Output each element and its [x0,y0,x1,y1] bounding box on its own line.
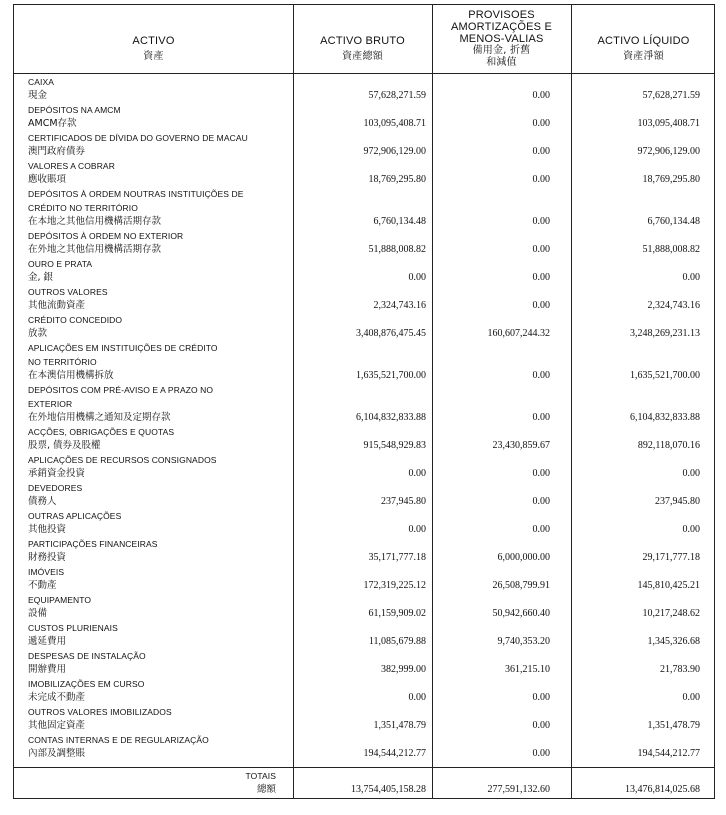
value-activo-bruto: 915,548,929.83 [363,440,426,451]
row-label-pt-cont: NO TERRITÓRIO [28,357,97,367]
row-label-pt: OUTRAS APLICAÇÕES [28,511,122,521]
row-label-pt: EQUIPAMENTO [28,595,92,605]
row-label-zh: 在外地之其他信用機構活期存款 [28,244,162,255]
value-provisoes: 0.00 [532,468,550,479]
value-activo-liquido: 103,095,408.71 [637,118,700,129]
row-label [28,621,274,649]
row-label [28,425,274,453]
row-label-zh: 在本澳信用機構拆放 [28,370,114,381]
header-activo [14,35,293,63]
row-label-pt: CERTIFICADOS DE DÍVIDA DO GOVERNO DE MACAU [28,133,248,143]
value-provisoes: 0.00 [532,244,550,255]
value-activo-bruto: 1,351,478.79 [373,720,426,731]
row-label [28,131,274,159]
row-label [28,677,274,705]
row-label-zh: 債務人 [28,496,57,507]
value-provisoes: 0.00 [532,90,550,101]
row-label-zh: 金, 銀 [28,272,54,283]
row-label-pt: OUTROS VALORES [28,287,108,297]
value-provisoes: 23,430,859.67 [492,440,550,451]
row-label-pt: CUSTOS PLURIENAIS [28,623,118,633]
totals-label-pt: TOTAIS [245,771,276,781]
value-activo-bruto: 61,159,909.02 [368,608,426,619]
value-activo-liquido: 194,544,212.77 [637,748,700,759]
value-provisoes: 26,508,799.91 [492,580,550,591]
value-activo-liquido: 6,760,134.48 [647,216,700,227]
row-label-pt: DEVEDORES [28,483,83,493]
row-label-zh: 遞延費用 [28,636,67,647]
value-provisoes: 0.00 [532,118,550,129]
header-prov-zh-2: 和減值 [486,57,517,68]
value-activo-bruto: 6,760,134.48 [373,216,426,227]
row-label [28,733,274,761]
row-label [28,187,274,229]
value-provisoes: 6,000,000.00 [497,552,550,563]
value-activo-bruto: 11,085,679.88 [368,636,426,647]
row-label-zh: 未完成不動產 [28,692,86,703]
row-label-pt: APLICAÇÕES DE RECURSOS CONSIGNADOS [28,455,217,465]
row-label [28,481,274,509]
value-activo-bruto: 0.00 [408,272,426,283]
value-activo-liquido: 3,248,269,231.13 [630,328,700,339]
row-label-pt: DEPÓSITOS NA AMCM [28,105,121,115]
header-divider [14,73,714,74]
value-activo-bruto: 103,095,408.71 [363,118,426,129]
row-label-zh: 現金 [28,90,48,101]
row-label-pt: CAIXA [28,77,55,87]
row-label [28,75,274,103]
value-activo-bruto: 2,324,743.16 [373,300,426,311]
value-activo-liquido: 2,324,743.16 [647,300,700,311]
value-activo-liquido: 18,769,295.80 [642,174,700,185]
header-prov-pt-1: PROVISOES [468,9,535,21]
row-label-pt: DEPÓSITOS À ORDEM NOUTRAS INSTITUIÇÕES DE [28,189,244,199]
balance-sheet-table [13,4,715,799]
value-activo-liquido: 972,906,129.00 [637,146,700,157]
value-activo-liquido: 0.00 [682,272,700,283]
value-activo-liquido: 0.00 [682,692,700,703]
totals-divider [14,767,714,768]
value-activo-liquido: 1,345,326.68 [647,636,700,647]
value-activo-bruto: 3,408,876,475.45 [356,328,426,339]
header-activo-liquido [571,35,716,63]
totals-label-zh: 總額 [256,784,276,795]
value-provisoes: 0.00 [532,692,550,703]
row-label-zh: 放款 [28,328,48,339]
value-activo-liquido: 0.00 [682,524,700,535]
header-prov-pt-2: AMORTIZAÇÕES E [451,21,552,33]
row-label [28,705,274,733]
row-label [28,537,274,565]
row-label-zh: 設備 [28,608,48,619]
row-label-zh: 開辦費用 [28,664,67,675]
value-provisoes: 0.00 [532,748,550,759]
value-activo-bruto: 18,769,295.80 [368,174,426,185]
value-activo-bruto: 172,319,225.12 [363,580,426,591]
value-activo-liquido: 0.00 [682,468,700,479]
row-label [28,593,274,621]
row-label-zh: 股票, 債券及股權 [28,440,101,451]
value-activo-bruto: 51,888,008.82 [368,244,426,255]
row-label [28,159,274,187]
row-label-zh: 應收賬項 [28,174,67,185]
value-activo-bruto: 0.00 [408,692,426,703]
header-activo-pt: ACTIVO [132,35,175,47]
value-activo-bruto: 1,635,521,700.00 [356,370,426,381]
value-activo-liquido: 6,104,832,833.88 [630,412,700,423]
row-label-zh: 其他固定資產 [28,720,86,731]
value-activo-bruto: 0.00 [408,468,426,479]
row-label [28,229,274,257]
value-provisoes: 50,942,660.40 [492,608,550,619]
row-label-pt: CRÉDITO CONCEDIDO [28,315,123,325]
total-provisoes: 277,591,132.60 [487,784,550,795]
header-bruto-pt: ACTIVO BRUTO [320,35,405,47]
value-provisoes: 0.00 [532,524,550,535]
header-prov-pt-3: MENOS-VALIAS [459,33,544,45]
value-provisoes: 0.00 [532,174,550,185]
value-provisoes: 0.00 [532,272,550,283]
value-provisoes: 0.00 [532,720,550,731]
header-bruto-zh: 資產總額 [342,51,383,62]
row-label-zh: 財務投資 [28,552,67,563]
row-label [28,257,274,285]
row-label-zh: 在外地信用機構之通知及定期存款 [28,412,171,423]
row-label-pt: APLICAÇÕES EM INSTITUIÇÕES DE CRÉDITO [28,343,218,353]
value-provisoes: 0.00 [532,412,550,423]
row-label-pt: DEPÓSITOS À ORDEM NO EXTERIOR [28,231,184,241]
row-label-pt: DESPESAS DE INSTALAÇÃO [28,651,146,661]
value-activo-liquido: 29,171,777.18 [642,552,700,563]
total-activo-liquido: 13,476,814,025.68 [625,784,700,795]
row-label-zh: 內部及調整賬 [28,748,86,759]
value-activo-bruto: 35,171,777.18 [368,552,426,563]
value-provisoes: 0.00 [532,370,550,381]
row-label-pt: CONTAS INTERNAS E DE REGULARIZAÇÃO [28,735,209,745]
row-label-pt: OURO E PRATA [28,259,93,269]
header-activo-bruto [293,35,432,63]
row-label [28,453,274,481]
value-activo-bruto: 194,544,212.77 [363,748,426,759]
value-activo-bruto: 0.00 [408,524,426,535]
row-label [28,285,274,313]
row-label-pt: DEPÓSITOS COM PRÉ-AVISO E A PRAZO NO [28,385,214,395]
header-provisoes [432,9,571,69]
row-label [28,383,274,425]
value-provisoes: 9,740,353.20 [497,636,550,647]
value-activo-liquido: 1,351,478.79 [647,720,700,731]
row-label-pt: IMÓVEIS [28,567,65,577]
value-provisoes: 361,215.10 [505,664,550,675]
value-activo-bruto: 57,628,271.59 [368,90,426,101]
value-provisoes: 0.00 [532,146,550,157]
row-label-zh: 澳門政府債券 [28,146,86,157]
row-label-pt: ACÇÕES, OBRIGAÇÕES E QUOTAS [28,427,175,437]
value-activo-liquido: 57,628,271.59 [642,90,700,101]
row-label-zh: 其他流動資產 [28,300,86,311]
row-label-zh: 不動產 [28,580,57,591]
row-label-zh: AMCM存款 [28,118,77,129]
row-label [28,565,274,593]
header-liquido-pt: ACTIVO LÍQUIDO [597,35,690,47]
value-activo-liquido: 10,217,248.62 [642,608,700,619]
value-activo-bruto: 382,999.00 [381,664,426,675]
row-label-pt: OUTROS VALORES IMOBILIZADOS [28,707,172,717]
row-label-pt: VALORES A COBRAR [28,161,115,171]
value-provisoes: 0.00 [532,496,550,507]
total-activo-bruto: 13,754,405,158.28 [351,784,426,795]
value-activo-bruto: 6,104,832,833.88 [356,412,426,423]
row-label [28,509,274,537]
header-prov-zh-1: 備用金, 折舊 [472,45,531,56]
value-activo-liquido: 21,783.90 [660,664,700,675]
row-label [28,313,274,341]
row-label [28,341,274,383]
value-activo-liquido: 51,888,008.82 [642,244,700,255]
value-activo-bruto: 237,945.80 [381,496,426,507]
row-label-zh: 在本地之其他信用機構活期存款 [28,216,162,227]
value-activo-liquido: 237,945.80 [655,496,700,507]
value-activo-liquido: 892,118,070.16 [637,440,700,451]
row-label-pt: IMOBILIZAÇÕES EM CURSO [28,679,145,689]
row-label-pt: PARTICIPAÇÕES FINANCEIRAS [28,539,158,549]
value-activo-liquido: 1,635,521,700.00 [630,370,700,381]
row-label-pt-cont: CRÉDITO NO TERRITÓRIO [28,203,138,213]
value-provisoes: 0.00 [532,216,550,227]
value-provisoes: 160,607,244.32 [487,328,550,339]
row-label [28,649,274,677]
value-activo-bruto: 972,906,129.00 [363,146,426,157]
header-liquido-zh: 資產淨額 [623,51,664,62]
row-label [28,103,274,131]
row-label-zh: 其他投資 [28,524,67,535]
row-label-zh: 承銷資金投資 [28,468,86,479]
value-activo-liquido: 145,810,425.21 [637,580,700,591]
header-activo-zh: 資產 [143,51,164,62]
value-provisoes: 0.00 [532,300,550,311]
row-label-pt-cont: EXTERIOR [28,399,73,409]
